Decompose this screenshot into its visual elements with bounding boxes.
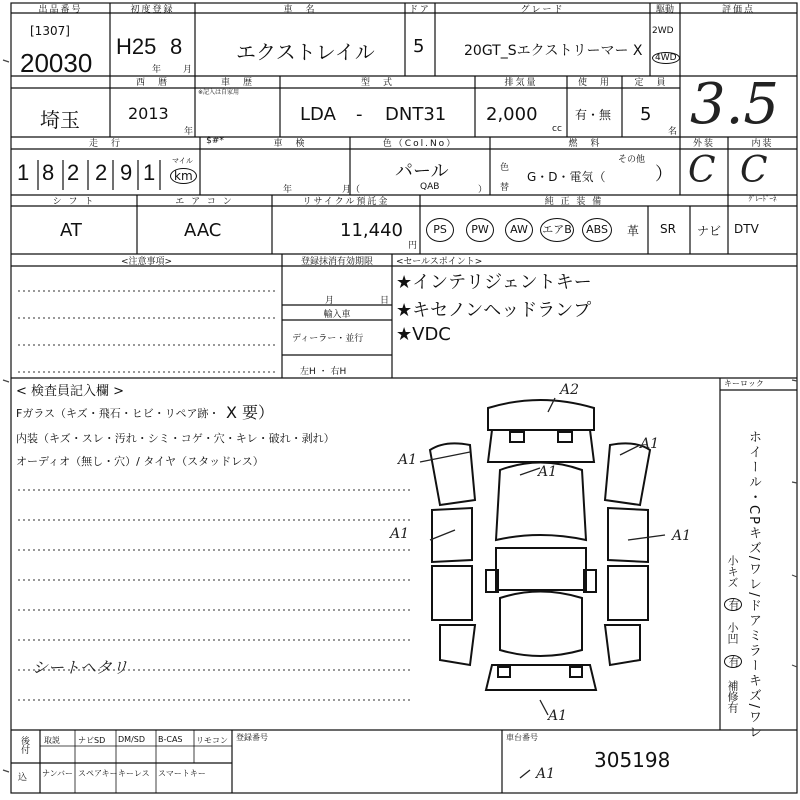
handle-value: 左H ・ 右H xyxy=(300,367,347,377)
side-small-scratch: 小キズ xyxy=(726,555,739,588)
mileage-digit-2: 8 xyxy=(42,160,55,185)
drive-4wd: 4WD xyxy=(652,52,680,64)
item-keyless: キーレス xyxy=(118,769,150,778)
item-bcas: B-CAS xyxy=(158,735,183,744)
drive-2wd: 2WD xyxy=(652,26,674,36)
handwritten-seat: シートヘタリ xyxy=(32,658,129,677)
reg-month: 月 xyxy=(325,296,335,306)
color-label-a: 色 xyxy=(500,163,510,173)
equip-leather: 革 xyxy=(627,224,640,238)
lot-number: 20030 xyxy=(20,48,93,78)
km-label: km xyxy=(170,168,197,184)
mileage-digit-6: 1 xyxy=(143,160,156,185)
sales-point-1: ★インテリジェントキー xyxy=(396,272,592,293)
car-diagram xyxy=(430,400,650,690)
color-name: パール xyxy=(395,161,449,182)
capacity-unit: 名 xyxy=(668,127,678,137)
reg-number-header: 登録番号 xyxy=(236,733,268,742)
sales-points-header: <セールスポイント> xyxy=(396,257,483,267)
glass-note: X 要） xyxy=(226,403,275,422)
mark-rear: A1 xyxy=(548,708,568,724)
sales-point-2: ★キセノンヘッドランプ xyxy=(396,300,592,321)
recycle-unit: 円 xyxy=(408,241,418,251)
inspector-line-audio: オーディオ（無し・穴）/ タイヤ（スタッドレス） xyxy=(16,455,264,468)
model-code-dash: - xyxy=(356,104,363,125)
fuel-other: その他 xyxy=(618,155,646,165)
inspector-line-glass: Fガラス（キズ・飛石・ヒビ・リペア跡・ xyxy=(16,407,220,420)
fuel-options: G・D・電気（ xyxy=(527,170,606,184)
equip-navi: ナビ xyxy=(697,224,722,238)
mileage-header: 走 行 xyxy=(88,139,122,149)
first-reg-month: 8 xyxy=(170,34,183,59)
mark-hood: A1 xyxy=(538,464,558,480)
equip-ps: PS xyxy=(426,218,454,242)
shift-header: シ フ ト xyxy=(52,197,96,207)
interior-header: 内装 xyxy=(751,139,774,149)
sales-point-3: ★VDC xyxy=(396,324,451,345)
equip-abs: ABS xyxy=(582,218,612,242)
item-dm-sd: DM/SD xyxy=(118,735,145,744)
notes-header: <注意事項> xyxy=(120,257,173,267)
mileage-digit-5: 9 xyxy=(120,160,133,185)
mark-left-door: A1 xyxy=(390,526,410,542)
item-navi-sd: ナビSD xyxy=(78,736,106,745)
mark-chassis: A1 xyxy=(536,766,556,782)
drive-header: 駆動 xyxy=(655,5,674,15)
model-code-b: DNT31 xyxy=(385,104,447,125)
prefecture: 埼玉 xyxy=(40,108,80,132)
aircon-header: エ ア コ ン xyxy=(175,197,234,207)
item-spare-key: スペアキー xyxy=(78,769,118,778)
fuel-close: ） xyxy=(655,164,673,185)
fuel-header: 燃 料 xyxy=(568,139,602,149)
usage-header: 使 用 xyxy=(577,78,611,88)
item-number: ナンバー xyxy=(42,769,74,778)
item-manual: 取説 xyxy=(44,736,60,745)
model-name-header: 車 名 xyxy=(283,5,317,15)
mark-front-left: A1 xyxy=(398,452,418,468)
displacement-value: 2,000 xyxy=(486,104,538,125)
mileage-digit-1: 1 xyxy=(17,160,30,185)
side-small-dent: 小凹 xyxy=(726,622,739,644)
side-legend: ホイール・CPキズ/ワレ/ドアミラーキズ/ワレ xyxy=(746,430,761,741)
first-reg-y: 年 xyxy=(152,65,162,75)
inspection-header: 車 検 xyxy=(273,139,307,149)
recycle-header: リサイクル預託金 xyxy=(302,197,390,207)
aircon-value: AAC xyxy=(184,220,222,241)
shift-value: AT xyxy=(60,220,82,241)
inspection-month: 月（ xyxy=(342,185,361,195)
capacity-value: 5 xyxy=(640,104,652,125)
inspector-header: < 検査員記入欄 > xyxy=(16,384,125,399)
score-value: 3.5 xyxy=(690,72,780,137)
model-name: エクストレイル xyxy=(236,40,375,64)
extra-header: ｸﾞﾚｰﾄﾞｰﾈ xyxy=(748,195,777,203)
vehicle-note: ※記入は自家用 xyxy=(198,89,240,96)
bottom-retrofit: 後付 xyxy=(19,736,29,754)
inspection-year: 年 xyxy=(283,185,293,195)
import-value: ディーラー・並行 xyxy=(292,334,364,344)
vehicle-header: 車 歴 xyxy=(220,78,254,88)
equip-pw: PW xyxy=(466,218,494,242)
mark-right-door: A1 xyxy=(672,528,692,544)
lot-code: [1307] xyxy=(30,24,70,38)
first-reg-era: H25 xyxy=(116,34,157,59)
side-small-yes-2: 有 xyxy=(724,655,742,668)
color-code: QAB xyxy=(420,182,440,192)
color-paren: ） xyxy=(478,185,488,195)
doors-header: ドア xyxy=(409,5,431,15)
chassis-header: 車台番号 xyxy=(506,733,538,742)
bottom-included: 込 xyxy=(18,773,28,783)
score-header: 評価点 xyxy=(721,5,755,15)
capacity-header: 定 員 xyxy=(634,78,668,88)
reg-day: 日 xyxy=(380,296,390,306)
lot-header: 出品番号 xyxy=(38,5,83,15)
usage-value: 有・無 xyxy=(575,108,612,122)
model-code-a: LDA xyxy=(300,104,336,125)
mileage-digit-4: 2 xyxy=(95,160,108,185)
item-remote: リモコン xyxy=(196,736,228,745)
displacement-header: 排気量 xyxy=(504,78,538,88)
mark-roof: A2 xyxy=(560,382,580,398)
equipment-header: 純 正 装 備 xyxy=(544,197,604,207)
chassis-number: 305198 xyxy=(594,748,671,772)
first-reg-header: 初度登録 xyxy=(130,5,175,15)
exterior-header: 外装 xyxy=(692,139,715,149)
reg-valid-header: 登録抹消有効期限 xyxy=(300,257,373,267)
color-label-b: 替 xyxy=(500,183,510,193)
equip-dtv: DTV xyxy=(734,222,759,236)
doors-value: 5 xyxy=(413,36,425,57)
item-smart-key: スマートキー xyxy=(158,769,206,778)
side-small-repair: 補修有 xyxy=(726,680,739,713)
side-small-yes-1: 有 xyxy=(724,598,742,611)
inspector-line-interior: 内装（キズ・スレ・汚れ・シミ・コゲ・穴・キレ・破れ・剥れ） xyxy=(16,432,335,445)
recycle-amount: 11,440 xyxy=(340,220,403,241)
grade-value: 20GT_Sエクストリーマー X xyxy=(464,43,643,59)
interior-grade: C xyxy=(740,150,768,191)
color-header: 色（Col.No） xyxy=(382,139,458,149)
mile-label: マイル xyxy=(172,157,193,165)
equip-airbag: エアB xyxy=(540,218,574,242)
year: 2013 xyxy=(128,104,169,123)
import-header: 輸入車 xyxy=(323,310,351,320)
exterior-grade: C xyxy=(688,150,716,191)
keylock-header: キーロック xyxy=(724,379,764,388)
year-header: 西 暦 xyxy=(135,78,169,88)
equip-sr: SR xyxy=(660,222,676,236)
equip-aw: AW xyxy=(505,218,533,242)
grade-header: グレード xyxy=(520,5,565,15)
year-unit: 年 xyxy=(184,127,194,137)
cc-unit: cc xyxy=(552,124,562,134)
type-header: 型 式 xyxy=(360,78,394,88)
first-reg-m: 月 xyxy=(183,65,193,75)
mileage-digit-3: 2 xyxy=(67,160,80,185)
mark-front-right: A1 xyxy=(640,436,660,452)
sdollar-header: $#* xyxy=(206,136,224,146)
